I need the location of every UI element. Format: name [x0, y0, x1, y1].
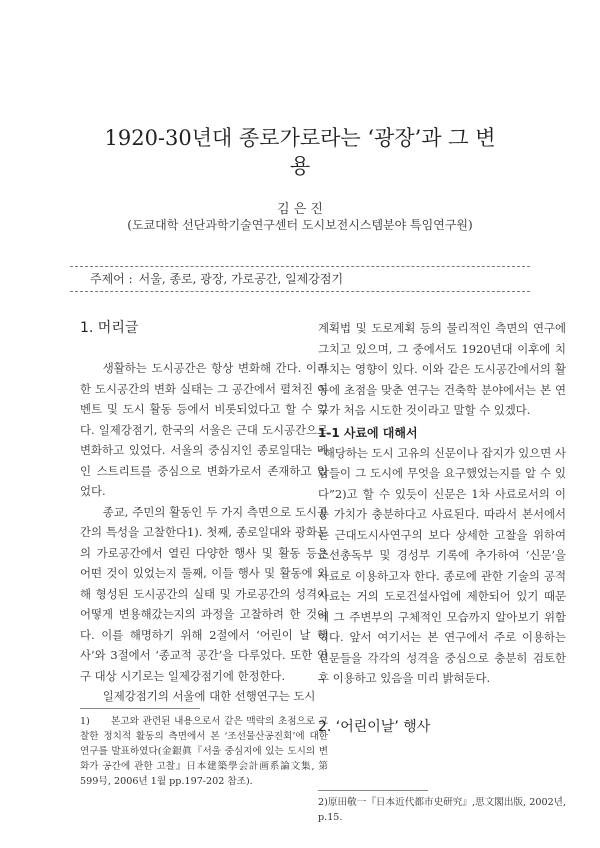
keywords-text: 서울, 종로, 광장, 가로공간, 일제강점기 [138, 272, 344, 286]
keywords-label: 주제어 : [90, 272, 133, 286]
footnote-rule-left [80, 708, 200, 709]
keywords-bottom-rule [70, 291, 530, 292]
section-1-paragraph-3: 일제강점기의 서울에 대한 선행연구는 도시 [102, 689, 316, 703]
subsection-1-1-heading: 1-1 사료에 대해서 [318, 425, 418, 440]
footnote-rule-right [318, 790, 428, 791]
keywords-line [90, 270, 343, 287]
footnote-2: 2)原田敬一『日本近代都市史研究』,思文閣出版, 2002년, p.15. [318, 797, 566, 823]
section-1-paragraph-1: 생활하는 도시공간은 항상 변화해 간다. 이러한 도시공간의 변화 실태는 그 공간에서 펼쳐진 이벤트 및 도시 활동 등에서 비롯되었다고 할 수 있다. 일제강점기, 한국의 서울은 근대 도시공간으로 변화하고 있었다. 서울의 중심지인 종로일대는 메인 스트리트를 중심으로 변화가로서 존재하고 있었다. [80, 361, 328, 498]
subsection-1-1-paragraph: “해당하는 도시 고유의 신문이나 잡지가 있으면 사람들이 그 도시에 무엇을 요구했었는지를 알 수 있다”2)고 할 수 있듯이 신문은 1차 사료로서의 이용 가치가 충분하다고 사료된다. 따라서 본서에서는 근대도시사연구의 보다 상세한 고찰을 위하여 조선총독부 및 경성부 기록에 추가하여 ‘신문’을 사료로 이용하고자 한다. 종로에 관한 기술의 공적 사료는 거의 도로건설사업에 제한되어 있기 때문에 그 주변부의 구체적인 모습까지 알아보기 위함이다. 앞서 여기서는 본 연구에서 주로 이용하는 신문들을 각각의 성격을 중심으로 충분히 검토한 후 이용하고 있음을 미리 밝혀둔다. [318, 445, 566, 685]
author-name: 김 은 진 [277, 202, 323, 217]
section-1-heading: 1. 머리글 [80, 320, 139, 336]
keywords-top-rule [70, 266, 530, 267]
paper-title: 1920-30년대 종로가로라는 ‘광장’과 그 변용 [104, 126, 496, 178]
right-column [318, 318, 566, 757]
author-affiliation: (도쿄대학 선단과학기술연구센터 도시보전시스템분야 특임연구원) [127, 218, 473, 232]
section-1-paragraph-2: 종교, 주민의 활동인 두 가지 측면으로 도시공간의 특성을 고찰한다1). 첫째, 종로일대와 광화문의 가로공간에서 열린 다양한 행사 및 활동 등은 어떤 것이 있었는지 둘째, 이들 행사 및 활동에 의해 형성된 도시공간의 실태 및 가로공간의 성격이 어떻게 변용해갔는지의 과정을 고찰하려 한 것이다. 이를 해명하기 위해 2절에서 ‘어린이 날 행사’와 3절에서 ‘종교적 공간’을 다루었다. 또한 연구 대상 시기로는 일제강점기에 한정한다. [80, 504, 328, 683]
section-2-heading: 2. ‘어린이날’ 행사 [318, 718, 431, 735]
section-1-paragraph-4: 계획법 및 도로계획 등의 물리적인 측면의 연구에 그치고 있으며, 그 중에서도 1920년대 이후에 치우치는 영향이 있다. 이와 같은 도시공간에서의 활동에 초점을 맞춘 연구는 건축학 분야에서는 본 연구가 처음 시도한 것이라고 말할 수 있겠다. [318, 321, 566, 417]
footnote-1: 1) 본고와 관련된 내용으로서 같은 맥락의 초점으로 고찰한 정치적 활동의 측면에서 본 ‘조선물산공진회’에 대한 연구를 발표하였다(金銀眞『서울 중심지에 있는 도시의 변화가 공간에 관한 고찰』日本建築學会計画系論文集, 第599号, 2006년 1월 pp.197-202 참조). [80, 716, 328, 787]
left-column [80, 318, 328, 707]
